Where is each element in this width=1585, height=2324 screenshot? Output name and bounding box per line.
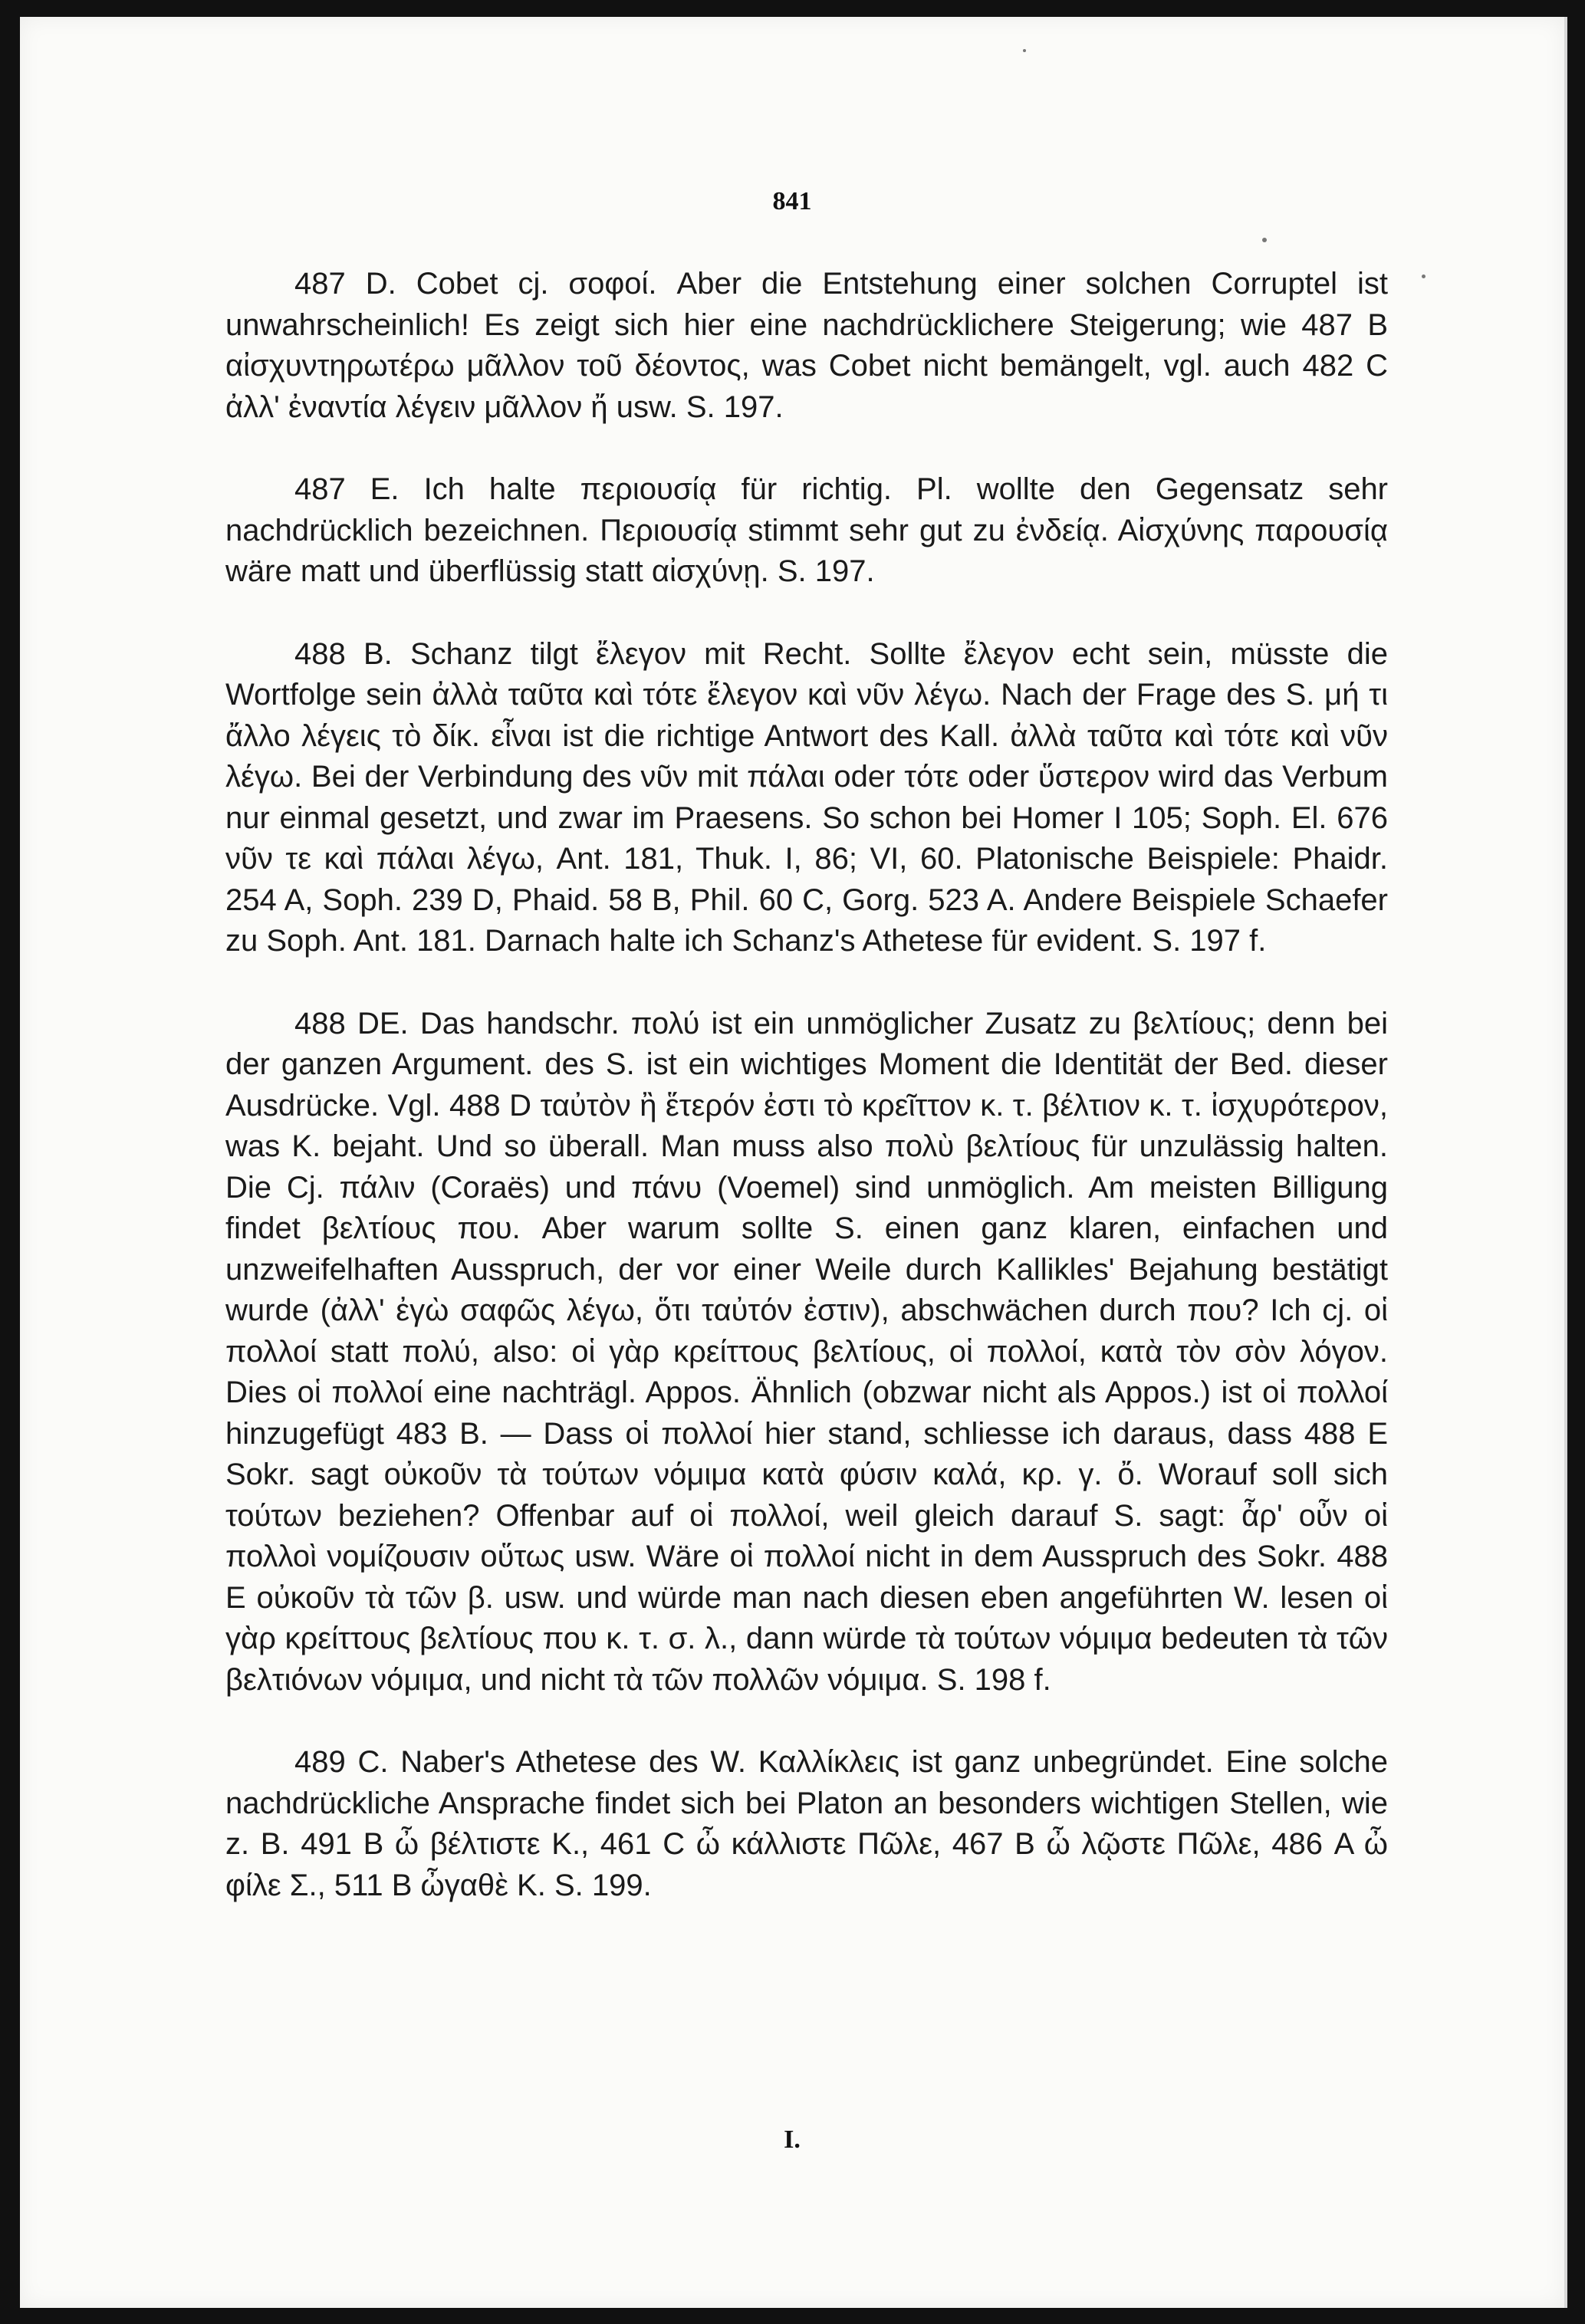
book-page [20,17,1567,2308]
entry-label: 488 DE. [294,1006,409,1040]
entry-text: Ich halte περιουσίᾳ für richtig. Pl. wollte den Gegensatz sehr nachdrücklich bezeichnen. Περιουσίᾳ stimmt sehr gut zu ἐνδείᾳ. Αἰσχύνης παρουσίᾳ wäre matt und überflüssig statt αἰσχύνῃ. S. 197. [225,472,1389,588]
entry-488b [225,634,1388,962]
entry-text: Das handschr. πολύ ist ein unmöglicher Zusatz zu βελτίους; denn bei der ganzen Argument. des S. ist ein wichtiges Moment die Identität der Bed. dieser Ausdrücke. Vgl. 488 D ταὐτὸν ἢ ἕτερόν ἐστι τὸ κρεῖττον κ. τ. βέλτιον κ. τ. ἰσχυρότερον, was K. bejaht. Und so überall. Man muss also πολὺ βελτίους für unzulässig halten. Die Cj. πάλιν (Coraës) und πάνυ (Voemel) sind unmöglich. Am meisten Billigung findet βελτίους που. Aber warum sollte S. einen ganz klaren, einfachen und unzweifelhaften Ausspruch, der vor einer Weile durch Kallikles' Bejahung bestätigt wurde (ἀλλ' ἐγὼ σαφῶς λέγω, ὅτι ταὐτόν ἐστιν), abschwächen durch που? Ich cj. οἱ πολλοί statt πολύ, also: οἱ γὰρ κρείττους βελτίους, οἱ πολλοί, κατὰ τὸν σὸν λόγον. Dies οἱ πολλοί eine nachträgl. Appos. Ähnlich (obzwar nicht als Appos.) ist οἱ πολλοί hinzugefügt 483 B. — Dass οἱ πολλοί hier stand, schliesse ich daraus, dass 488 E Sokr. sagt οὐκοῦν τὰ τούτων νόμιμα κατὰ φύσιν καλά, κρ. γ. ὄ. Worauf soll sich τούτων beziehen? Offenbar auf οἱ πολλοί, weil gleich darauf S. sagt: ἆρ' οὖν οἱ πολλοὶ νομίζουσιν οὕτως usw. Wäre οἱ πολλοί nicht in dem Ausspruch des Sokr. 488 E οὐκοῦν τὰ τῶν β. usw. und würde man nach diesen eben angeführten W. lesen οἱ γὰρ κρείττους βελτίους που κ. τ. σ. λ., dann würde τὰ τούτων νόμιμα bedeuten τὰ τῶν βελτιόνων νόμιμα, und nicht τὰ τῶν πολλῶν νόμιμα. S. 198 f. [225,1006,1388,1697]
entry-489c [225,1742,1388,1906]
entry-487e [225,469,1388,593]
scan-speck [1262,238,1267,242]
entry-label: 488 B. [294,636,393,671]
entry-text: Cobet cj. σοφοί. Aber die Entstehung einer solchen Corruptel ist unwahrscheinlich! Es zeigt sich hier eine nachdrücklichere Steigerung; wie 487 B αἰσχυντηρωτέρω μᾶλλον τοῦ δέοντος, was Cobet nicht bemängelt, vgl. auch 482 C ἀλλ' ἐναντία λέγειν μᾶλλον ἤ usw. S. 197. [225,267,1388,424]
entry-label: 487 E. [294,472,400,506]
page-number: 841 [772,187,812,215]
signature-mark: I. [784,2125,801,2154]
text-column [225,264,1388,1948]
entry-488de [225,1004,1388,1701]
entry-label: 489 C. [294,1745,389,1779]
entry-text: Schanz tilgt ἔλεγον mit Recht. Sollte ἔλεγον echt sein, müsste die Wortfolge sein ἀλλὰ ταῦτα καὶ τότε ἔλεγον καὶ νῦν λέγω. Nach der Frage des S. μή τι ἄλλο λέγεις τὸ δίκ. εἶναι ist die richtige Antwort des Kall. ἀλλὰ ταῦτα καὶ τότε καὶ νῦν λέγω. Bei der Verbindung des νῦν mit πάλαι oder τότε oder ὕστερον wird das Verbum nur einmal gesetzt, und zwar im Praesens. So schon bei Homer Ι 105; Soph. El. 676 νῦν τε καὶ πάλαι λέγω, Ant. 181, Thuk. I, 86; VI, 60. Platonische Beispiele: Phaidr. 254 A, Soph. 239 D, Phaid. 58 B, Phil. 60 C, Gorg. 523 A. Andere Beispiele Schaefer zu Soph. Ant. 181. Darnach halte ich Schanz's Athetese für evident. S. 197 f. [225,636,1388,958]
entry-text: Naber's Athetese des W. Καλλίκλεις ist ganz unbegründet. Eine solche nachdrückliche Ansprache findet sich bei Platon an besonders wichtigen Stellen, wie z. B. 491 B ὦ βέλτιστε Κ., 461 C ὦ κάλλιστε Πῶλε, 467 B ὦ λῷστε Πῶλε, 486 A ὦ φίλε Σ., 511 B ὦγαθὲ Κ. S. 199. [225,1745,1388,1902]
scan-speck [1422,274,1426,278]
entry-487d [225,264,1388,428]
entry-label: 487 D. [294,267,396,301]
scan-speck [1023,49,1026,52]
